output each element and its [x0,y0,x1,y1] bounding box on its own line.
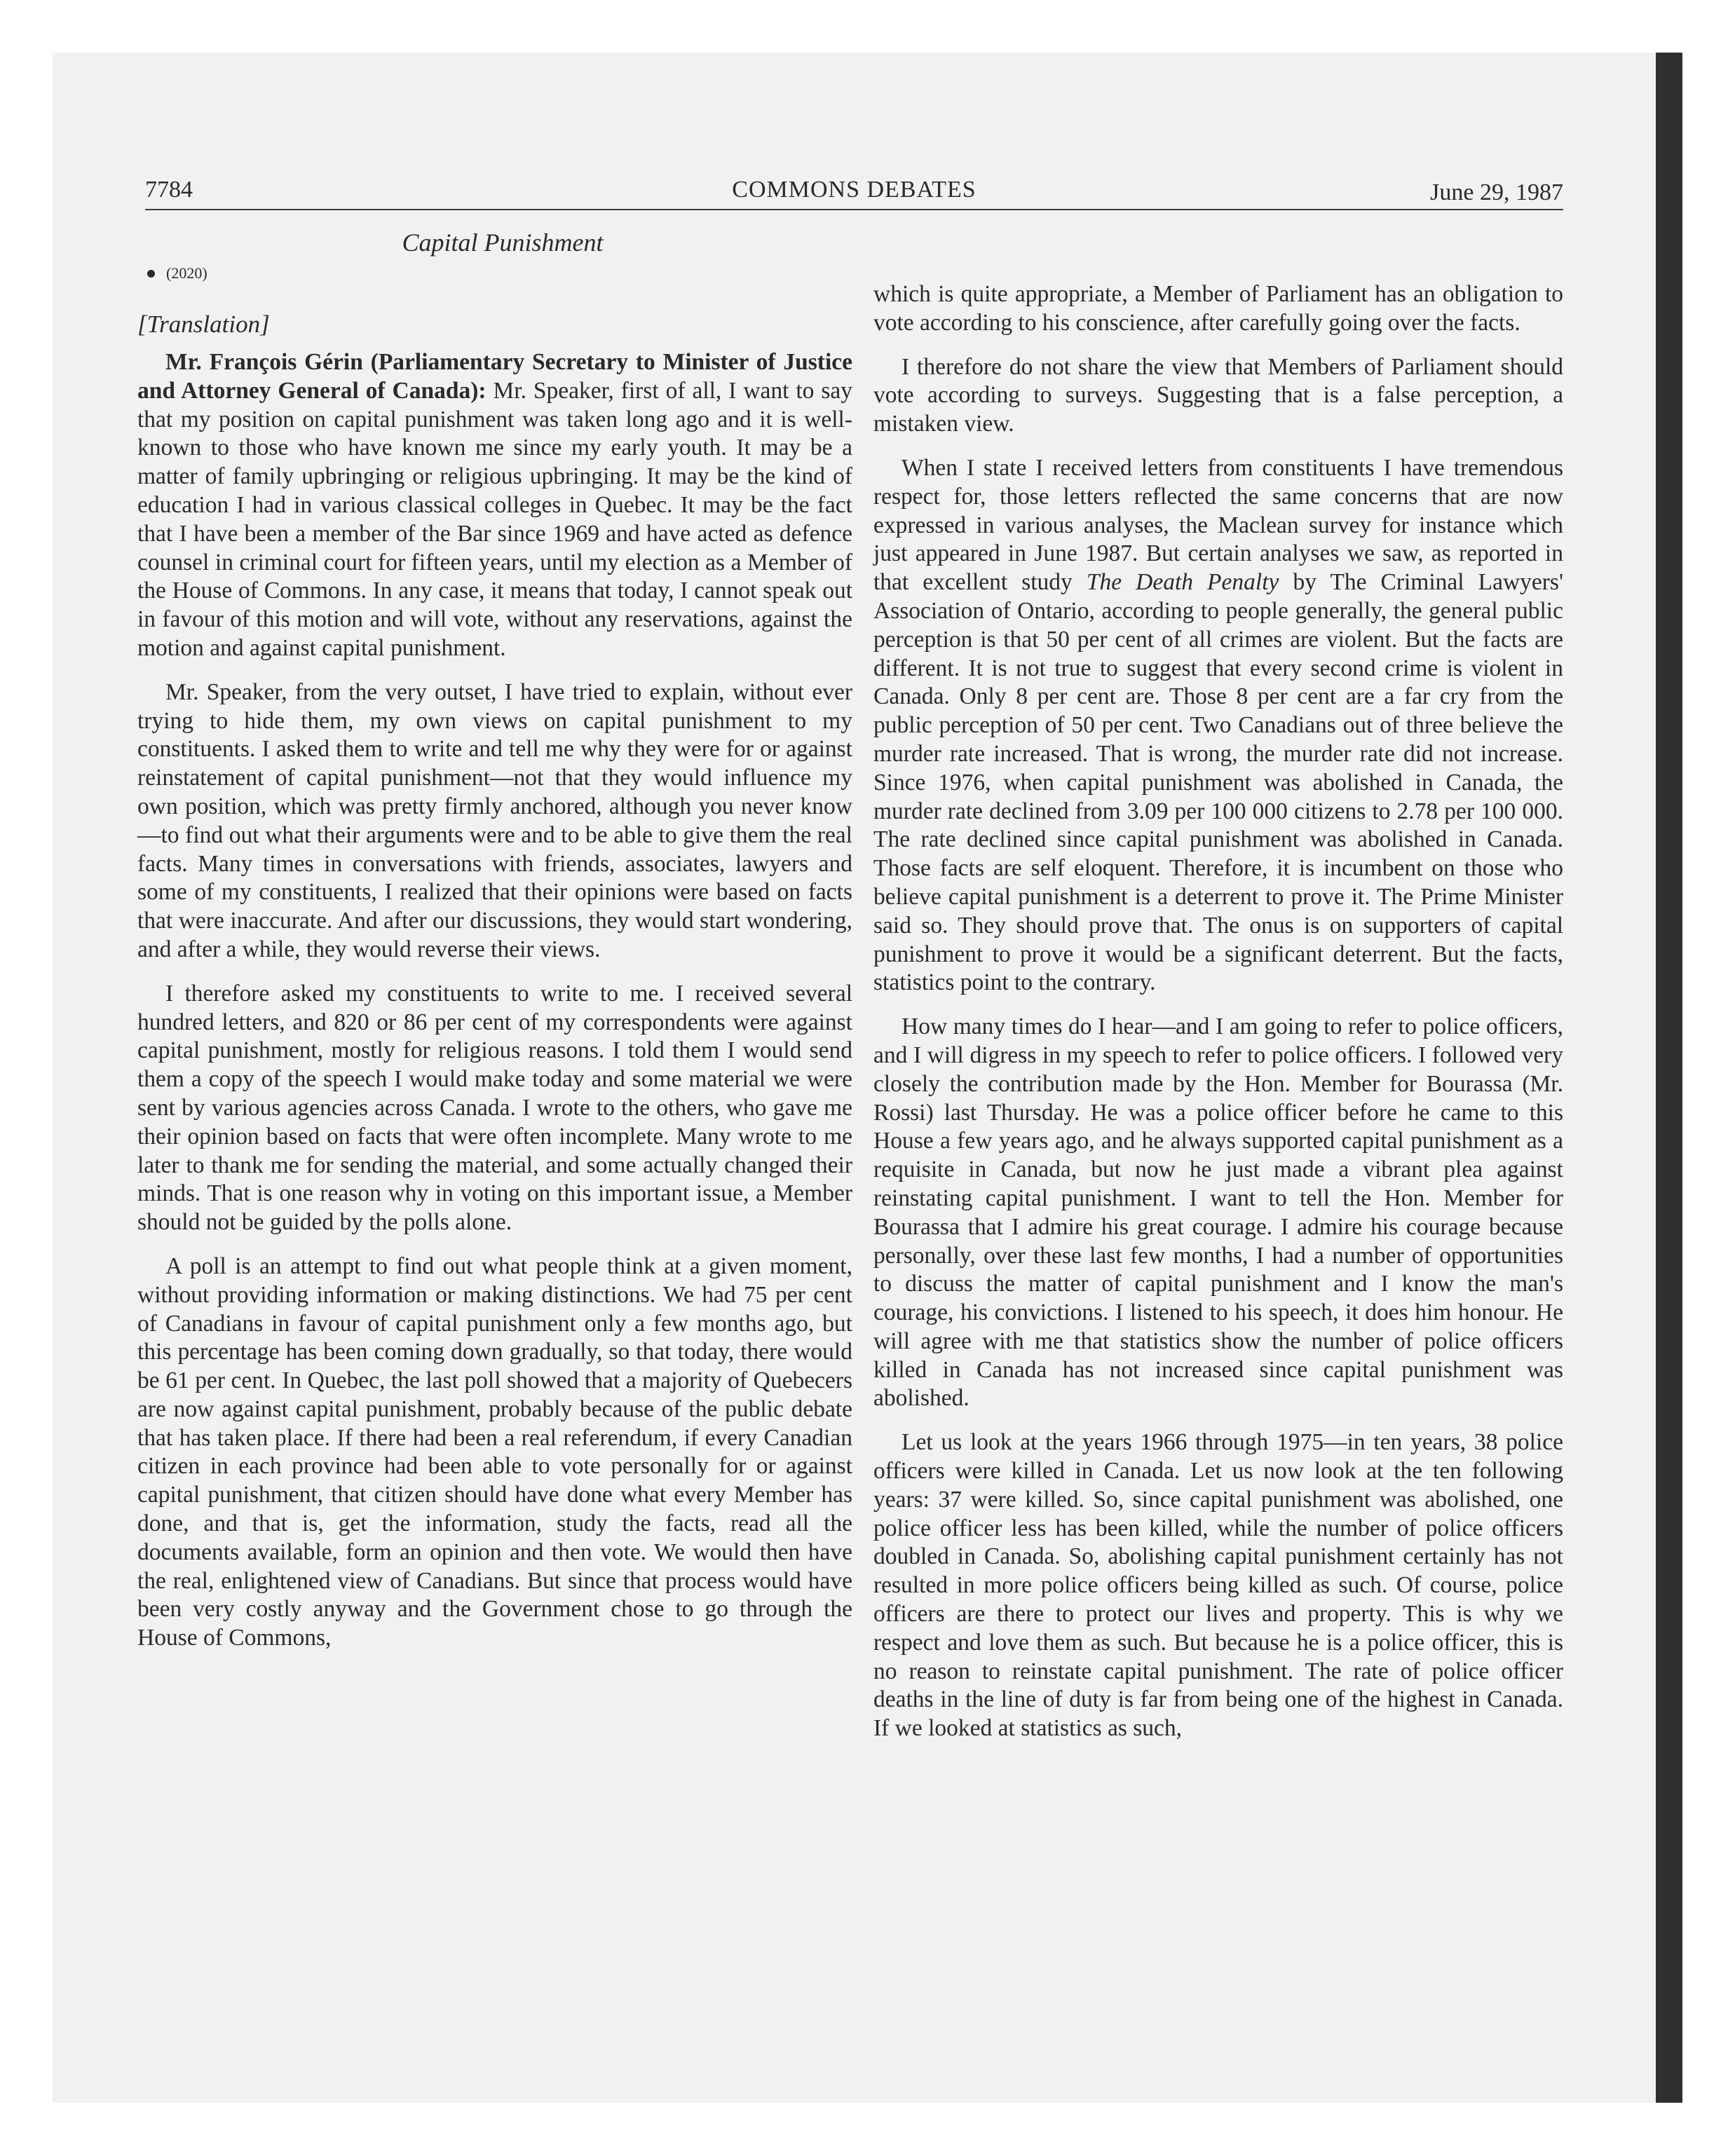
study-title: The Death Penalty [1086,569,1279,596]
speaker-name: Mr. François Gérin (Parliamentary Secretary to Minister of Justice and Attorney General of Canada): [137,349,852,404]
scan-edge-shadow [1656,53,1682,2103]
paragraph: A poll is an attempt to find out what people think at a given moment, without providing information or making distinctions. We had 75 per cent of Canadians in favour of capital punishment only a few months ago, but this percentage has been coming down gradually, so that today, there would be 61 per cent. In Quebec, the last poll showed that a majority of Quebecers are now against capital punishment, probably because of the public debate that has taken place. If there had been a real referendum, if every Canadian citizen in each province had been able to vote personally for or against capital punishment, that citizen should have done what every Member has done, and that is, get the information, study the facts, read all the documents available, form an opinion and then vote. We would then have the real, enlightened view of Canadians. But since that process would have been very costly anyway and the Government chose to go through the House of Commons, [137,1253,852,1651]
right-column [873,280,1563,1759]
paragraph-text: When I state I received letters from constituents I have tremendous respect for, those letters reflected the same concerns that are now expressed in various analyses, the Maclean survey for instance which just appeared in June 1987. But certain analyses we saw, as reported in that excellent study [873,454,1563,596]
time-marker-text: (2020) [166,264,207,282]
paragraph [873,454,1563,997]
page-header [145,177,1563,209]
translation-label: [Translation] [137,311,270,338]
time-marker [137,263,852,284]
paragraph: I therefore asked my constituents to write to me. I received several hundred letters, and 820 or 86 per cent of my correspondents were against capital punishment, mostly for religious reasons. I told them I would send them a copy of the speech I would make today and some material we were sent by various agencies across Canada. I wrote to the others, who gave me their opinion based on facts that were often incomplete. Many wrote to me later to thank me for sending the material, and some actually changed their minds. That is one reason why in voting on this important issue, a Member should not be guided by the polls alone. [137,980,852,1236]
paragraph: How many times do I hear—and I am going to refer to police officers, and I will digress in my speech to refer to police officers. I followed very closely the contribution made by the Hon. Member for Bourassa (Mr. Rossi) last Thursday. He was a police officer before he came to this House a few years ago, and he always supported capital punishment as a requisite in Canada, but now he just made a vibrant plea against reinstating capital punishment. I want to tell the Hon. Member for Bourassa that I admire his great courage. I admire his courage because personally, over these last few months, I had a number of opportunities to discuss the matter of capital punishment and I know the man's courage, his convictions. I listened to his speech, it does him honour. He will agree with me that statistics show the number of police officers killed in Canada has not increased since capital punishment was abolished. [873,1014,1563,1412]
bullet-icon [147,270,155,278]
paragraph: which is quite appropriate, a Member of Parliament has an obligation to vote according to his conscience, after carefully going over the facts. [873,281,1563,336]
publication-title: COMMONS DEBATES [732,177,977,203]
subject-heading: Capital Punishment [402,228,604,257]
paragraph: Mr. Speaker, from the very outset, I have tried to explain, without ever trying to hide them, my own views on capital punishment to my constituents. I asked them to write and tell me why they were for or against reinstatement of capital punishment—not that they would influence my own position, which was pretty firmly anchored, although you never know—to find out what their arguments were and to be able to give them the real facts. Many times in conversations with friends, associates, lawyers and some of my constituents, I realized that their opinions were based on facts that were inaccurate. And after our discussions, they would start wondering, and after a while, they would reverse their views. [137,678,852,962]
left-column [137,263,852,1668]
paragraph: Let us look at the years 1966 through 1975—in ten years, 38 police officers were killed in Canada. Let us now look at the ten following years: 37 were killed. So, since capital punishment was abolished, one police officer less has been killed, while the number of police officers doubled in Canada. So, abolishing capital punishment certainly has not resulted in more police officers being killed as such. Of course, police officers are there to protect our lives and property. This is why we respect and love them as such. But because he is a police officer, this is no reason to reinstate capital punishment. The rate of police officer deaths in the line of duty is far from being one of the highest in Canada. If we looked at statistics as such, [873,1429,1563,1742]
page-number: 7784 [145,177,193,203]
paragraph: I therefore do not share the view that Members of Parliament should vote according to surveys. Suggesting that is a false perception, a mistaken view. [873,353,1563,437]
paragraph-text: by The Criminal Lawyers' Association of Ontario, according to people generally, the general public perception is that 50 per cent of all crimes are violent. But the facts are different. It is not true to suggest that every second crime is violent in Canada. Only 8 per cent are. Those 8 per cent are a far cry from the public perception of 50 per cent. Two Canadians out of three believe the murder rate increased. That is wrong, the murder rate did not increase. Since 1976, when capital punishment was abolished in Canada, the murder rate declined from 3.09 per 100 000 citizens to 2.78 per 100 000. The rate declined since capital punishment was abolished in Canada. Those facts are self eloquent. Therefore, it is incumbent on those who believe capital punishment is a deterrent to prove it. The Prime Minister said so. They should prove that. The onus is on supporters of capital punishment to prove it would be a significant deterrent. But the facts, statistics point to the contrary. [873,569,1564,996]
paragraph [137,348,852,663]
paragraph-text: Mr. Speaker, first of all, I want to say that my position on capital punishment was taken long ago and it is well-known to those who have known me since my early youth. It may be a matter of family upbringing or religious upbringing. It may be the kind of education I had in various classical colleges in Quebec. It may be the fact that I have been a member of the Bar since 1969 and have acted as defence counsel in criminal court for fifteen years, until my election as a Member of the House of Commons. In any case, it means that today, I cannot speak out in favour of this motion and will vote, without any reservations, against the motion and against capital punishment. [137,377,853,661]
header-date: June 29, 1987 [1430,179,1563,205]
header-rule [145,209,1563,210]
